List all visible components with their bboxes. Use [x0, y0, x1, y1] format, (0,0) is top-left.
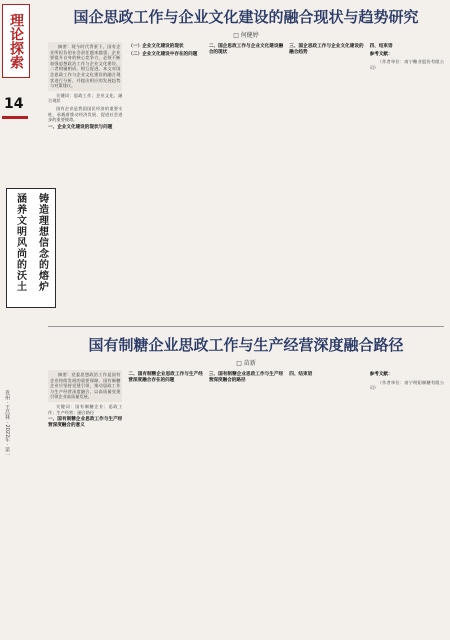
article-2-heading: 二、国有制糖企业思政工作与生产经营深度融合存在的问题 — [128, 372, 203, 383]
article-2-title: 国有制糖企业思政工作与生产经营深度融合路径 — [88, 336, 404, 354]
article-2-keywords: 关键词：国有制糖企业；思政工作；生产经营；融合路径 — [48, 403, 123, 415]
article-2-col-4 — [289, 370, 363, 430]
section-label: 理论探索 — [2, 4, 30, 78]
article-2-col-5 — [370, 370, 444, 430]
left-margin — [0, 0, 30, 640]
article-1-references-heading: 参考文献： — [369, 51, 393, 57]
article-2 — [48, 334, 444, 634]
article-1-affiliation: （作者单位：南宁糖业股份有限公司） — [369, 59, 445, 70]
article-1-col-1 — [48, 42, 122, 132]
article-1-heading: 二、国企思政工作与企业文化建设融合的现状 — [208, 44, 284, 55]
article-2-author: □ 苗新 — [236, 360, 256, 367]
article-2-body — [48, 370, 444, 430]
article-1-col-3 — [209, 42, 283, 132]
article-1-heading: （一）企业文化建设的现状 — [128, 44, 184, 49]
banner-line-2: 涵养文明风尚的沃土 — [14, 193, 26, 292]
article-2-heading: 一、国有制糖企业思政工作与生产经营深度融合的意义 — [48, 417, 123, 428]
article-1-heading: 四、结束语 — [369, 44, 393, 49]
article-2-col-3 — [209, 370, 283, 430]
page-footer: 贵州 · 王昌林 · 2022年 · 第一 — [4, 390, 10, 458]
article-2-heading: 三、国有制糖企业思政工作与生产经营深度融合的路径 — [208, 372, 284, 383]
article-1-para: 国有企业是我国国民经济的重要支柱，承载着推动经济发展、促进社会进步的重要使命。 — [48, 105, 123, 123]
article-divider — [48, 326, 444, 327]
article-2-affiliation: （作者单位：南宁明阳制糖有限公司） — [369, 379, 445, 391]
article-1-heading: 一、企业文化建设的现状与问题 — [48, 124, 113, 130]
article-1-author: □ 何健婷 — [233, 32, 259, 39]
article-1-keywords: 关键词：思政工作；企业文化；融合现状 — [48, 92, 123, 104]
article-1-body — [48, 42, 444, 132]
article-2-col-2 — [128, 370, 202, 430]
article-1-col-2 — [128, 42, 202, 132]
banner-line-1: 铸造理想信念的熔炉 — [36, 193, 48, 292]
page-rule — [2, 116, 28, 119]
article-1-heading: （二）企业文化建设中存在的问题 — [128, 51, 198, 57]
article-2-references-heading: 参考文献： — [369, 372, 393, 377]
article-1-abstract: 摘要：现今时代背景下，国有企业所担负的社会责任越来越重，企业要提升自身的核心竞争力，必须不断加强思想政治工作与企业文化建设，二者相辅相成、相互促进。本文对国企思政工作与企业文化建设的融合现状进行分析，并提出相应的发展趋势与对策建议。 — [48, 42, 122, 91]
article-1-col-5 — [370, 42, 444, 132]
article-2-heading: 四、结束语 — [289, 372, 313, 377]
article-1-heading: 三、国企思政工作与企业文化建设的融合趋势 — [289, 44, 364, 55]
article-2-col-1 — [48, 370, 122, 430]
article-2-abstract: 摘要：党委思想政治工作是国有企业持续发展的重要保障，国有制糖企业应坚持党建引领，推动思政工作与生产经营深度融合，以高质量党建引领企业高质量发展。 — [48, 370, 122, 402]
page-number: 14 — [4, 96, 24, 112]
article-1-title: 国企思政工作与企业文化建设的融合现状与趋势研究 — [73, 8, 419, 26]
article-1-col-4 — [289, 42, 363, 132]
article-1 — [48, 6, 444, 318]
